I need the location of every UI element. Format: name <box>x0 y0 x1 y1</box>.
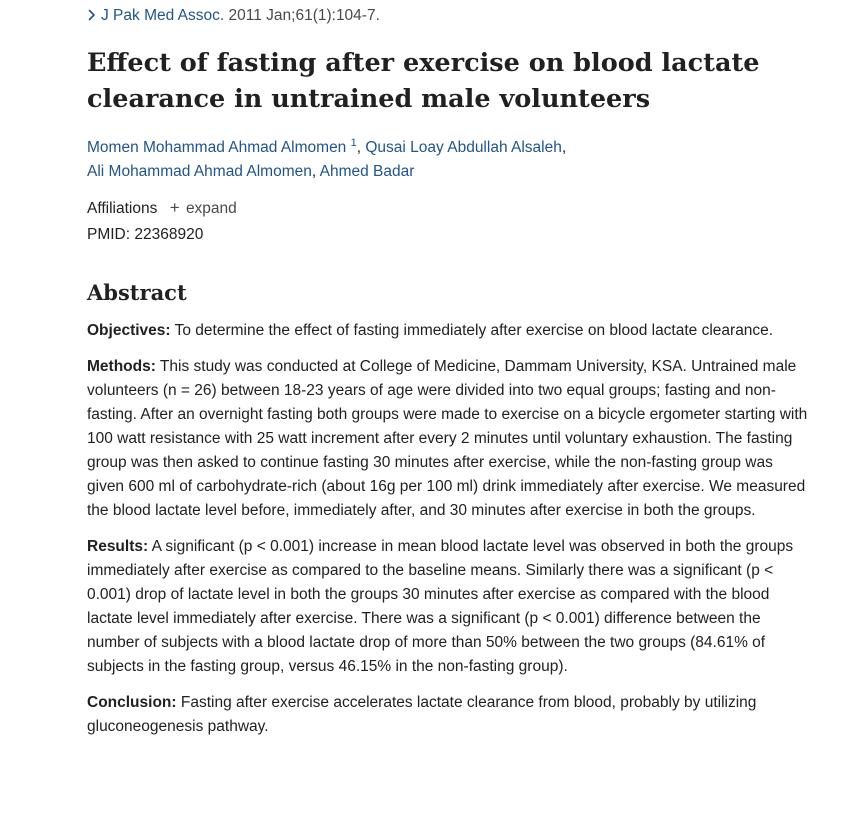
affiliation-ref[interactable]: 1 <box>350 136 357 149</box>
objectives-label: Objectives: <box>87 322 171 339</box>
journal-link[interactable]: J Pak Med Assoc. <box>101 7 225 24</box>
abstract-results <box>87 535 809 679</box>
author-link[interactable]: Momen Mohammad Ahmad Almomen <box>87 139 347 156</box>
author-link[interactable]: Qusai Loay Abdullah Alsaleh <box>365 139 562 156</box>
abstract-heading: Abstract <box>87 280 187 305</box>
results-text: A significant (p < 0.001) increase in mean blood lactate level was observed in both the groups immediately after exercise as compared to the baseline means. Similarly there was a significant (p < 0.001) drop of lactate level in both the groups 30 minutes after exercise as compared with the blood lactate level immediately after exercise. There was a significant (p < 0.001) difference between the number of subjects with a blood lactate drop of more than 50% between the two groups (84.61% of subjects in the fasting group, versus 46.15% in the non-fasting group). <box>87 538 794 675</box>
abstract-body <box>87 319 809 751</box>
pmid: PMID: 22368920 <box>87 226 204 243</box>
article-title: Effect of fasting after exercise on blood lactate clearance in untrained male volunteers <box>87 48 760 114</box>
methods-text: This study was conducted at College of Medicine, Dammam University, KSA. Untrained male volunteers (n = 26) between 18-23 years of age were divided into two equal groups; fasting and non-fasting. After an overnight fasting both groups were made to exercise on a bicycle ergometer starting with 100 watt resistance with 25 watt increment after every 2 minutes until voluntary exhaustion. The fasting group was then asked to continue fasting 30 minutes after exercise, while the non-fasting group was given 600 ml of carbohydrate-rich (about 16g per 100 ml) drink immediately after exercise. We measured the blood lactate level before, immediately after, and 30 minutes after exercise in both the groups. <box>87 358 808 519</box>
affiliations-label: Affiliations <box>87 200 158 217</box>
author-list: Momen Mohammad Ahmad Almomen $^1$, Qusai Loay Abdullah Alsaleh, Ali Mohammad Ahmad Almomen, Ahmed Badar <box>87 136 567 180</box>
conclusion-text: Fasting after exercise accelerates lactate clearance from blood, probably by utilizing gluconeogenesis pathway. <box>87 694 757 735</box>
abstract-objectives <box>87 319 809 343</box>
abstract-methods <box>87 355 809 523</box>
results-label: Results: <box>87 538 149 555</box>
citation-date: 2011 Jan;61(1):104-7. <box>228 7 380 24</box>
journal-citation <box>87 6 380 26</box>
methods-label: Methods: <box>87 358 156 375</box>
objectives-text: To determine the effect of fasting immediately after exercise on blood lactate clearance. <box>174 322 774 339</box>
expand-affiliations-button[interactable] <box>170 200 237 217</box>
author-link[interactable]: Ahmed Badar <box>319 163 415 180</box>
conclusion-label: Conclusion: <box>87 694 177 711</box>
expand-label: expand <box>185 200 237 217</box>
affiliations-row <box>87 197 237 220</box>
chevron-right-icon[interactable] <box>87 6 101 26</box>
abstract-conclusion <box>87 691 809 739</box>
plus-icon: + <box>169 198 180 217</box>
author-link[interactable]: Ali Mohammad Ahmad Almomen <box>87 163 312 180</box>
